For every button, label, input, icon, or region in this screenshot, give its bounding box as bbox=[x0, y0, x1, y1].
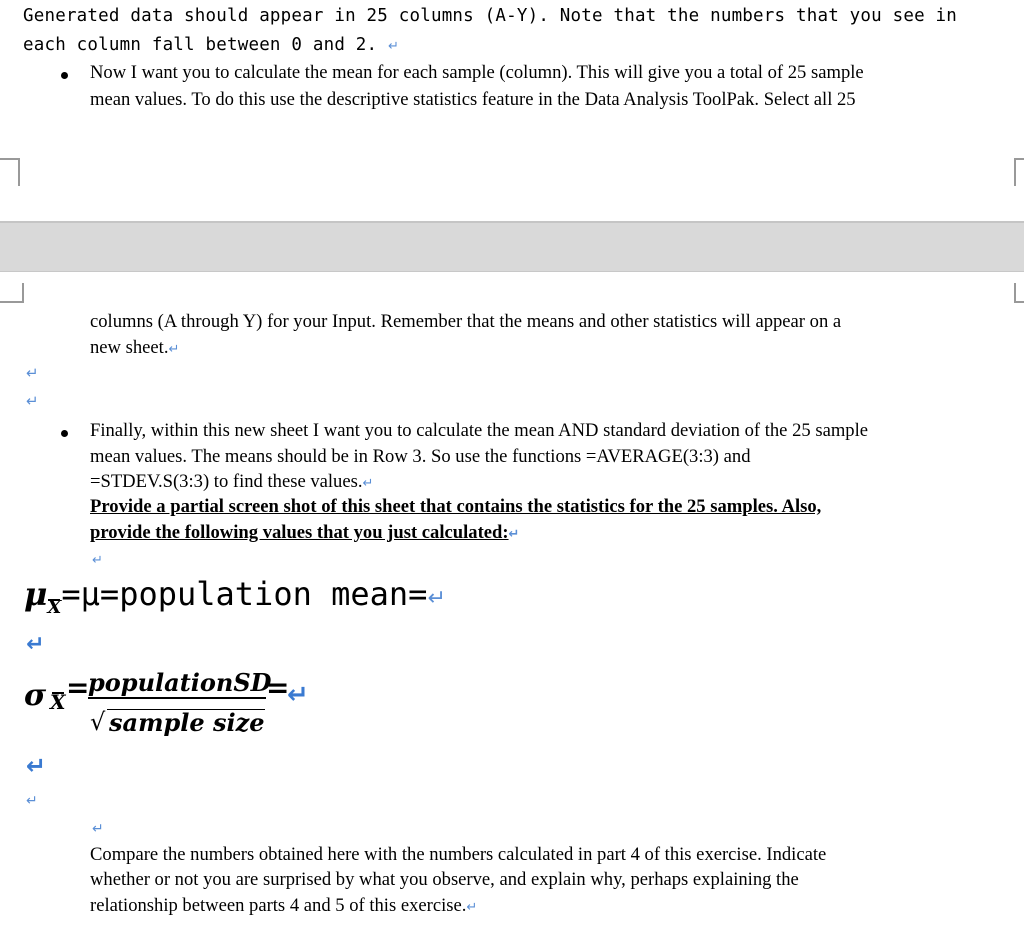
paragraph-mark-icon: ↵ bbox=[92, 553, 103, 568]
body-text-line: columns (A through Y) for your Input. Remember that the means and other statistics will appear on a bbox=[90, 311, 842, 332]
bold-instruction-line: Provide a partial screen shot of this sheet that contains the statistics for the 25 samples. Also, bbox=[90, 496, 822, 517]
paragraph-mark-icon: ↵ bbox=[466, 900, 478, 915]
bullet-icon bbox=[61, 430, 68, 437]
page-corner-marker bbox=[1014, 283, 1024, 303]
intro-text-line: each column fall between 0 and 2. ↵ bbox=[23, 35, 400, 55]
page-corner-marker bbox=[0, 283, 24, 303]
paragraph-mark-icon: ↵ bbox=[26, 752, 47, 780]
population-mean-formula: μ $_X$=μ=population mean=↵ bbox=[24, 575, 446, 618]
paragraph-mark-icon: ↵ bbox=[362, 476, 374, 491]
paragraph-mark-icon: ↵ bbox=[168, 342, 180, 357]
bullet-icon bbox=[61, 72, 68, 79]
fraction-denominator: sample size bbox=[109, 708, 265, 737]
paragraph-mark-icon: ↵ bbox=[427, 586, 446, 611]
bullet-text-line: Finally, within this new sheet I want you to calculate the mean AND standard deviation of the 25 sample bbox=[90, 420, 868, 441]
paragraph-mark-icon: ↵ bbox=[26, 793, 38, 809]
compare-text-line: relationship between parts 4 and 5 of this exercise.↵ bbox=[90, 895, 478, 916]
sqrt-icon: √ bbox=[90, 708, 106, 736]
page-gap bbox=[0, 221, 1024, 272]
bullet-text-line: mean values. To do this use the descriptive statistics feature in the Data Analysis ToolPak. Select all 25 bbox=[90, 89, 856, 110]
equals-sign: = bbox=[266, 671, 290, 704]
page-corner-marker bbox=[0, 158, 20, 186]
paragraph-mark-icon: ↵ bbox=[26, 364, 39, 382]
intro-text-line: Generated data should appear in 25 columns (A-Y). Note that the numbers that you see in bbox=[23, 6, 958, 26]
page-corner-marker bbox=[1014, 158, 1024, 186]
compare-text-line: Compare the numbers obtained here with the numbers calculated in part 4 of this exercise. Indicate bbox=[90, 844, 827, 865]
paragraph-mark-icon: ↵ bbox=[26, 632, 45, 657]
equals-sign: = bbox=[66, 671, 90, 704]
bullet-text-line: mean values. The means should be in Row 3. So use the functions =AVERAGE(3:3) and bbox=[90, 446, 751, 467]
bullet-text-line: Now I want you to calculate the mean for each sample (column). This will give you a total of 25 sample bbox=[90, 62, 864, 83]
paragraph-mark-icon: ↵ bbox=[508, 527, 520, 542]
sigma-symbol: σ bbox=[24, 678, 47, 713]
body-text-line: new sheet.↵ bbox=[90, 337, 180, 358]
paragraph-mark-icon: ↵ bbox=[26, 392, 39, 410]
paragraph-mark-icon: ↵ bbox=[92, 821, 104, 837]
paragraph-mark-icon: ↵ bbox=[388, 39, 400, 54]
fraction-bar bbox=[88, 697, 266, 699]
compare-text-line: whether or not you are surprised by what you observe, and explain why, perhaps explaining the bbox=[90, 869, 799, 890]
bold-instruction-line: provide the following values that you just calculated:↵ bbox=[90, 522, 520, 543]
paragraph-mark-icon: ↵ bbox=[287, 680, 309, 710]
bullet-text-line: =STDEV.S(3:3) to find these values.↵ bbox=[90, 471, 374, 492]
fraction-numerator: populationSD bbox=[88, 668, 272, 697]
sigma-subscript: X bbox=[50, 690, 66, 714]
